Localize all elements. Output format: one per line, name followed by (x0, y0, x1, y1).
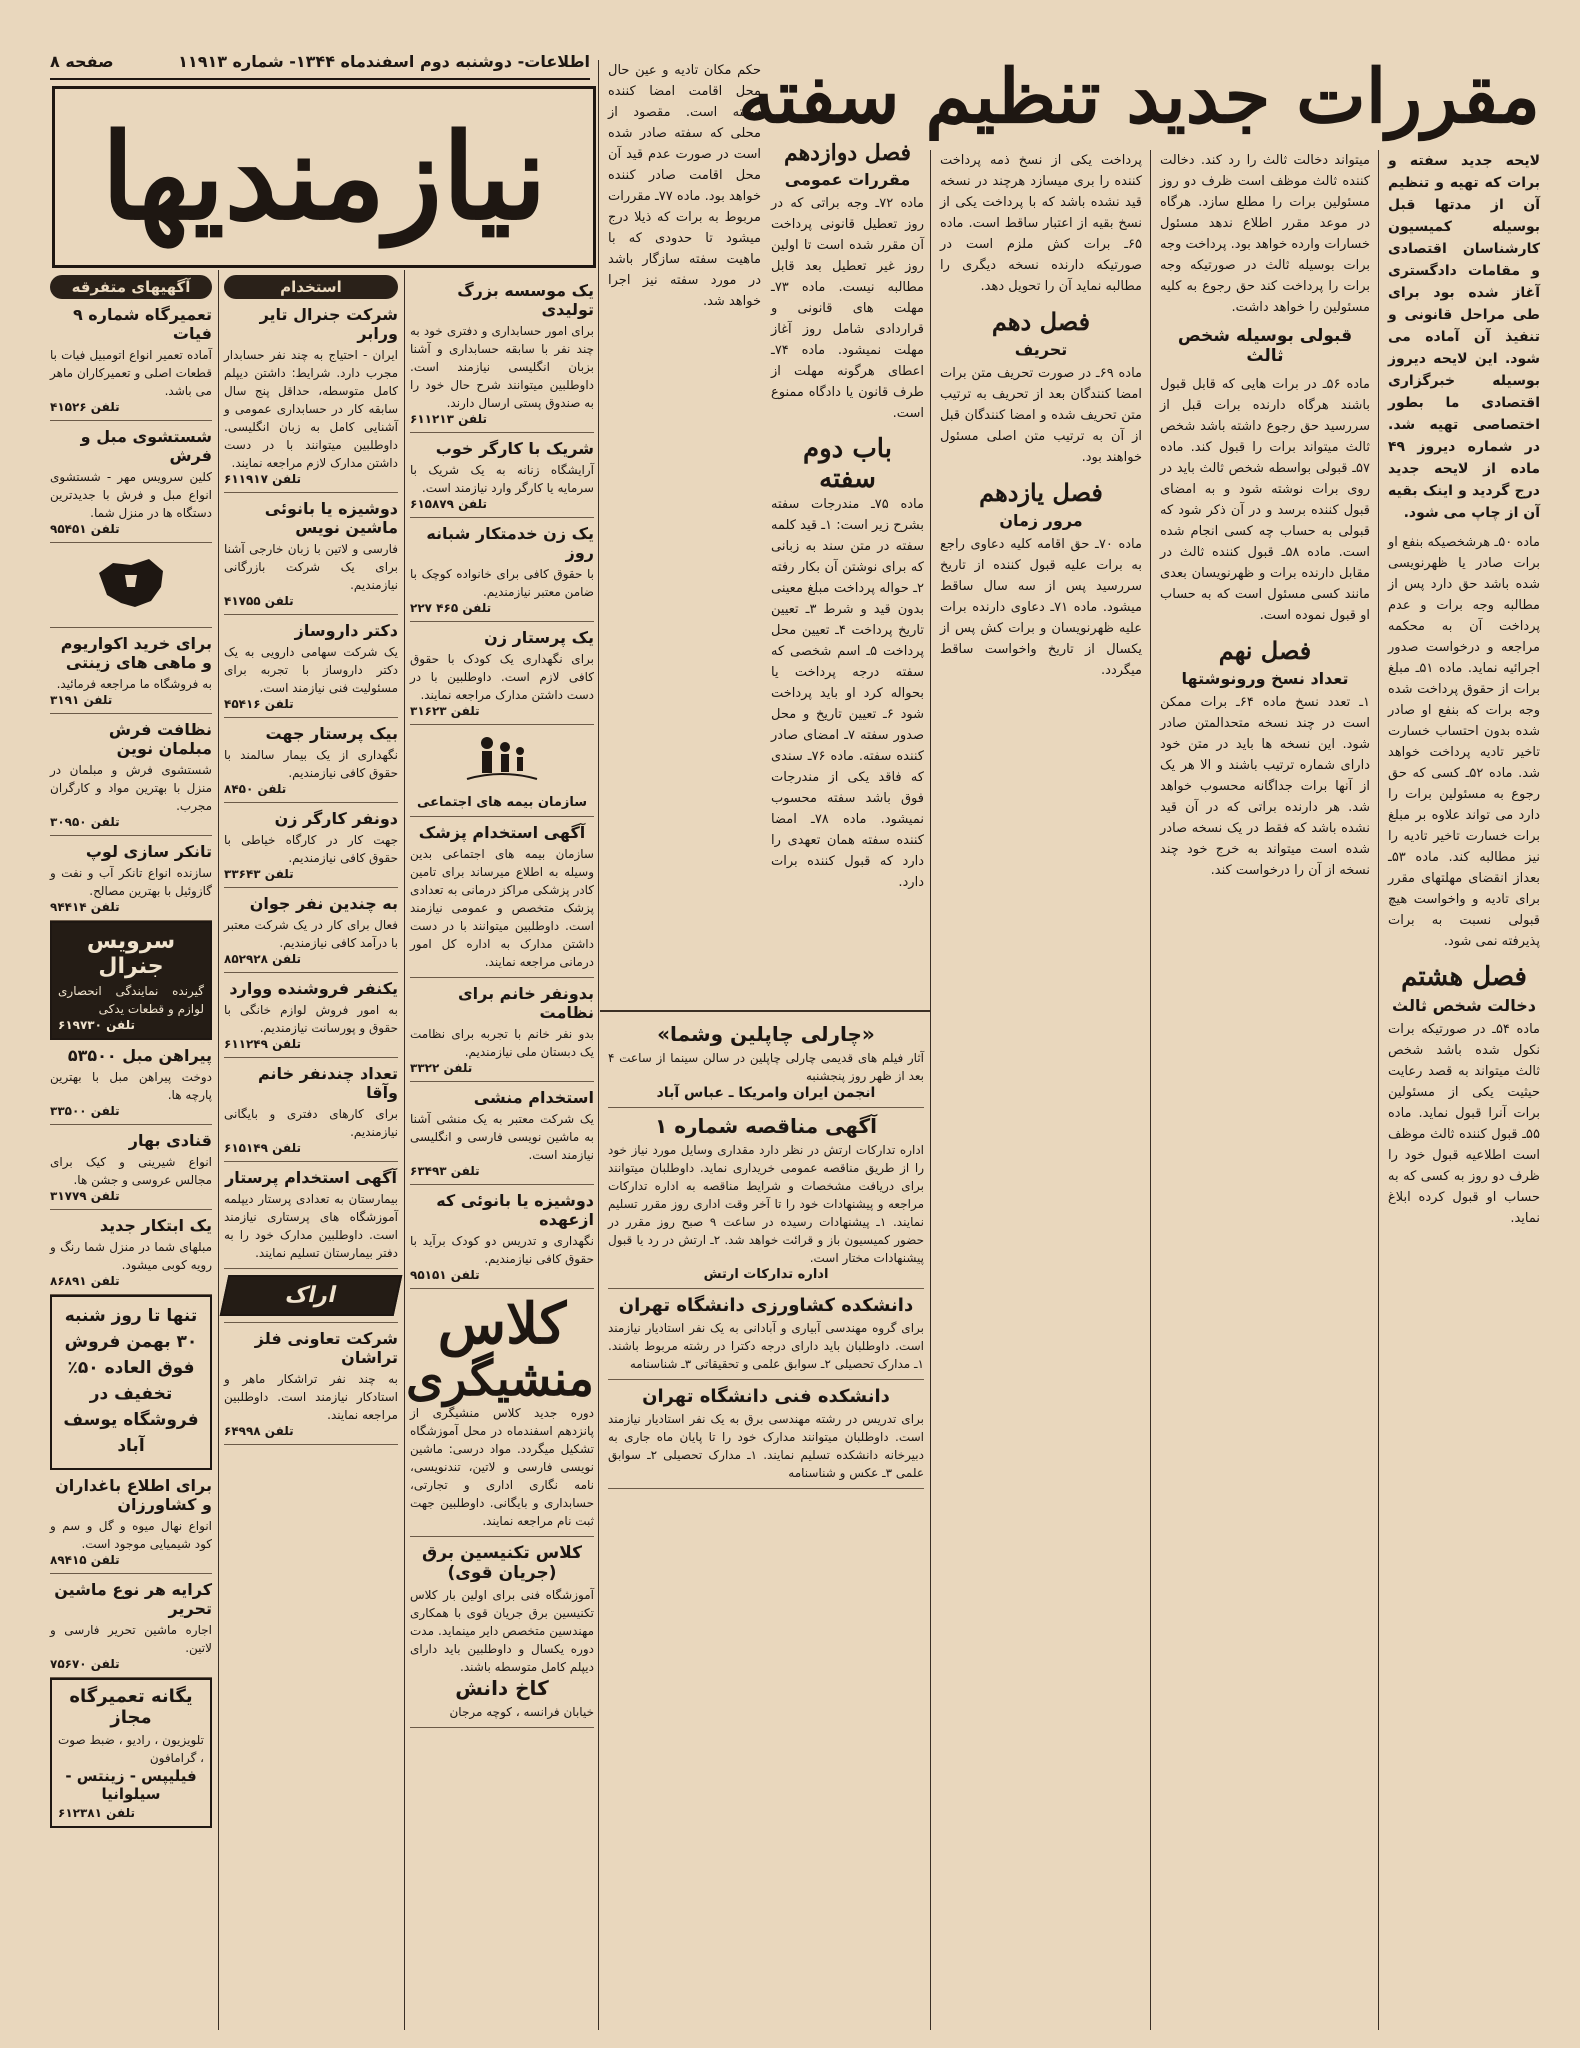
ad-m-7 (50, 1210, 212, 1295)
article-col1-text: ماده ۵۰ـ هرشخصیکه بنفع او برات صادر یا ظهرنویسی شده باشد حق دارد پس از مطالبه وجه برات و عدم پرداخت آن به محکمه مراجعه و درخواست صدور اجرائیه نماید. ماده ۵۱ـ مبلغ برات از حقوق پرداخت شده وجه برات که بنفع او صادر شده بدون احتساب خسارت تاخیر تادیه پرداخت خواهد شد. ماده ۵۲ـ کسی که حق رجوع به مسئولین برات را دارد می تواند علاوه بر مبلغ برات خسارت تاخیر تادیه را نیز مطالبه کند. ماده ۵۳ـ بعداز انقضای مهلتهای مقرر برای تادیه و واخواست هیچ قبولی نسبت به برات پذیرفته نمی شود. (1388, 535, 1540, 949)
ad-m-6-title: قنادی بهار (128, 1131, 212, 1150)
ad-r2-2-text: یک شرکت معتبر به یک منشی آشنا به ماشین نویسی فارسی و انگلیسی نیازمند است. (410, 1112, 594, 1162)
ad-m-8-title: برای اطلاع باغداران و کشاورزان (55, 1476, 212, 1514)
charlie-sub: انجمن ایران وامریکا ـ عباس آباد (656, 1085, 876, 1101)
ad-r-0 (410, 275, 594, 433)
ad-r2-3 (410, 1185, 594, 1289)
ad-l-6-title: یکنفر فروشنده ووارد (229, 979, 398, 998)
ad-l-9-text: به چند نفر تراشکار ماهر و استادکار نیازمند است. داوطلبین مراجعه نمایند. (224, 1372, 398, 1422)
ad-l-3-phone: تلفن ۸۴۵۰ (224, 782, 287, 796)
philips-phone: تلفن ۶۱۲۳۸۱ (58, 1806, 135, 1820)
article-col2c-text: ۱ـ تعدد نسخ ماده ۶۴ـ برات ممکن است در چند نسخه متحدالمتن صادر شود. این نسخه ها باید در متن خود دارای شماره ترتیب باشند و الا هر یک از آنها برات جداگانه محسوب خواهد شد. هر دارنده براتی که در آن قید نشده باشد که فقط در یک نسخه صادر شده است میتواند به خرج خود چند نسخه از آن را درخواست کند. (1160, 695, 1370, 878)
ad-l-6 (224, 973, 398, 1058)
technician-addr: خیابان فرانسه ، کوچه مرجان (449, 1705, 594, 1720)
ad-m-3-phone: تلفن ۳۰۹۵۰ (50, 815, 120, 829)
ad-m-6 (50, 1125, 212, 1210)
ad-l-0-phone: تلفن ۶۱۱۹۱۷ (224, 472, 301, 486)
ad-r-3 (410, 622, 594, 725)
ad-l-9-phone: تلفن ۶۴۹۹۸ (224, 1424, 294, 1438)
general-service-box (50, 921, 212, 1040)
tender-text: اداره تدارکات ارتش در نظر دارد مقداری وسایل مورد نیاز خود را از طریق مناقصه عمومی خریداری نماید. داوطلبان میتوانند برای دریافت مشخصات و شرایط مناقصه به اداره تدارکات مراجعه و پیشنهادات خود را تا آخر وقت اداری روز مقرر تسلیم نمایند. ۱ـ پیشنهادات رسیده در ساعت ۹ صبح روز مقرر در حضور کمیسیون باز و قرائت خواهد شد. ۲ـ ارتش در رد یا قبول پیشنهادات مختار است. (608, 1143, 925, 1265)
ad-l-2 (224, 615, 398, 718)
ad-m-4-phone: تلفن ۹۴۴۱۴ (50, 900, 120, 914)
chapter-11-sub: مرور زمان (999, 511, 1083, 530)
ad-l-4-text: جهت کار در کارگاه خیاطی با حقوق کافی نیازمندیم. (224, 833, 398, 865)
ad-l-2-phone: تلفن ۴۵۴۱۶ (224, 697, 294, 711)
ad-r-2-title: یک زن خدمتکار شبانه روز (426, 524, 594, 562)
map-icon-block (50, 543, 212, 628)
main-headline: مقررات جدید تنظیم سفته (738, 54, 1540, 140)
ad-l-8-text: بیمارستان به تعدادی پرستار دیپلمه آموزشگاه های پرستاری نیازمند است. داوطلبین مدارک خود را به دفتر بیمارستان تسلیم نمایند. (224, 1192, 398, 1260)
article-col2a-text: میتواند دخالت ثالث را رد کند. دخالت کننده ثالث موظف است ظرف دو روز مسئولین برات را مطلع سازد. هرگاه در موعد مقرر اطلاع ندهد مسئول خسارات وارده خواهد بود. پرداخت وجه برات بوسیله ثالث در صورتیکه وجه برات را پرداخت کند حق رجوع به کلیه مسئولین را خواهد داشت. (1160, 153, 1370, 315)
ad-l-8 (224, 1162, 398, 1269)
article-col3b-text: ماده ۶۹ـ در صورت تحریف متن برات امضا کنندگان بعد از تحریف به ترتیب متن تحریف شده و امضا کنندگان قبل از آن به ترتیب متن اصلی مسئول خواهند بود. (940, 366, 1142, 465)
ad-l-3-title: بیک پرستار جهت (265, 724, 398, 743)
ad-l-3-text: نگهداری از یک بیمار سالمند با حقوق کافی نیازمندیم. (224, 748, 398, 780)
ad-r2-1 (410, 978, 594, 1082)
section-title-box (52, 86, 596, 268)
rule-1 (1378, 150, 1379, 2030)
tech-uni-text: برای تدریس در رشته مهندسی برق به یک نفر استادیار نیازمند است. داوطلبان میتوانند مدارک خود را تا پایان ماه جاری به دبیرخانه دانشکده تسلیم نمایند. ۱ـ مدارک تحصیلی ۲ـ سوابق علمی ۳ـ عکس و شناسنامه (608, 1412, 924, 1480)
article-col2b-text: ماده ۵۶ـ در برات هایی که قابل قبول باشند هرگاه دارنده برات قبل از سررسید حق رجوع داشته باشد شخص ثالث میتواند برات را قبول کند. ماده ۵۷ـ قبولی بواسطه شخص ثالث باید در روی برات نوشته شود و به امضای قبول کننده برسد و در آن ذکر شود که قبولی به حساب چه کسی انجام شده است. ماده ۵۸ـ قبول کننده ثالث در مقابل دارنده برات و ظهرنویسان بعدی مانند کسی مسئول است که به حساب او قبول نموده است. (1160, 377, 1370, 623)
ad-l-3 (224, 718, 398, 803)
class-text: دوره جدید کلاس منشیگری از پانزدهم اسفندماه در محل آموزشگاه تشکیل میگردد. مواد درسی: ماشین نویسی فارسی و لاتین، تندنویسی، نامه نگاری اداری و تجارتی، حسابداری و بایگانی. داوطلبین جهت ثبت نام مراجعه نمایند. (410, 1406, 594, 1529)
article-col-2 (1160, 150, 1370, 2030)
ad-l-8-title: آگهی استخدام پرستار (225, 1168, 397, 1187)
philips-line1: یگانه تعمیرگاه مجاز (69, 1686, 193, 1728)
ad-r-2-text: با حقوق کافی برای خانواده کوچک با ضامن معتبر نیازمندیم. (410, 567, 594, 599)
ad-m-1 (50, 421, 212, 543)
article-intro: لایحه جدید سفته و برات که تهیه و تنظیم آن از مدتها قبل بوسیله کمیسیون کارشناسان اقتصادی و مقامات دادگستری آغاز شده بود برای طی مراحل قانونی و تنفیذ آن آماده می شود. این لایحه دیروز بوسیله خبرگزاری اقتصادی ما بطور اختصاصی تهیه شد. در شماره دیروز ۴۹ ماده از لایحه جدید درج گردید و اینک بقیه آن از چاپ می شود. (1388, 153, 1540, 521)
ad-r-1-phone: تلفن ۶۱۵۸۷۹ (410, 497, 487, 511)
philips-box (50, 1678, 212, 1828)
ad-l-5-text: فعال برای کار در یک شرکت معتبر با درآمد کافی نیازمندیم. (224, 918, 398, 950)
technician-title: کلاس تکنیسین برق (جریان قوی) (422, 1543, 582, 1584)
ad-m-9-phone: تلفن ۷۵۶۷۰ (50, 1657, 120, 1671)
ad-l-5-title: به چندین نفر جوان (249, 894, 398, 913)
lower-center-ads (608, 1016, 924, 2026)
article-col3c-text: ماده ۷۰ـ حق اقامه کلیه دعاوی راجع به برات علیه قبول کننده از تاریخ سررسید پس از سه سال ساقط میشود. ماده ۷۱ـ دعاوی دارنده برات علیه ظهرنویسان و برات کش پس از یکسال از تاریخ واخواست ساقط میگردد. (940, 537, 1142, 678)
ad-l-4-phone: تلفن ۳۳۶۴۳ (224, 867, 294, 881)
ad-r-2-phone: تلفن ۴۶۵ ۲۲۷ (410, 601, 492, 615)
technician-text: آموزشگاه فنی برای اولین بار کلاس تکنیسین برق جریان قوی با همکاری مهندسین متخصص دایر مینماید. مدت دوره یکسال و داوطلبین باید دارای دیپلم کامل متوسطه باشند. (410, 1588, 594, 1675)
ad-m-5 (50, 1040, 212, 1125)
ad-l-6-phone: تلفن ۶۱۱۲۴۹ (224, 1037, 301, 1051)
family-logo-icon (457, 731, 547, 791)
ad-r-0-title: یک موسسه بزرگ تولیدی (457, 281, 594, 319)
ad-l-4-title: دونفر کارگر زن (274, 809, 398, 828)
charlie-text: آثار فیلم های قدیمی چارلی چاپلین در سالن سینما از ساعت ۴ بعد از ظهر روز پنجشنبه (608, 1051, 924, 1083)
issue-line: اطلاعات- دوشنبه دوم اسفندماه ۱۳۴۴- شماره ۱۱۹۱۳ (178, 52, 590, 71)
article-col-3 (940, 150, 1142, 2030)
ad-r-3-title: یک پرستار زن (484, 628, 594, 647)
general-service-phone: تلفن ۶۱۹۷۳۰ (58, 1018, 135, 1032)
ad-m-3-title: نظافت فرش مبلمان نوین (108, 720, 212, 758)
tech-uni-title: دانشکده فنی دانشگاه تهران (642, 1386, 890, 1407)
ad-m-8 (50, 1470, 212, 1574)
tender-ad (608, 1108, 924, 1289)
article-col4c-text: ماده ۷۵ـ مندرجات سفته بشرح زیر است: ۱ـ قید کلمه سفته در متن سند به زبانی که برای نوشتن آن بکار رفته ۲ـ حواله پرداخت مبلغ معینی بدون قید و شرط ۳ـ تعیین تاریخ پرداخت ۴ـ تعیین محل پرداخت ۵ـ اسم شخصی که سفته درجه پرداخت یا بحواله کرد او باید پرداخت شود ۶ـ تعیین تاریخ و محل صدور سفته ۷ـ امضای صادر کننده سفته. ماده ۷۶ـ سندی که فاقد یکی از مندرجات فوق باشد سفته محسوب نمیشود. ماده ۷۸ـ امضا کننده سفته همان تعهدی را دارد که قبول کننده برات دارد. (771, 497, 925, 890)
article-col-4 (608, 60, 924, 1005)
ad-l-4 (224, 803, 398, 888)
rule-article-bottom (600, 1010, 930, 1012)
ad-m-3 (50, 714, 212, 836)
ad-r2-2-phone: تلفن ۶۳۴۹۳ (410, 1164, 480, 1178)
ad-m-1-title: شستشوی مبل و فرش (80, 427, 212, 465)
ad-l-9-title: شرکت تعاونی فلز تراشان (254, 1329, 398, 1367)
ad-l-9 (224, 1323, 398, 1445)
ad-m-2 (50, 628, 212, 714)
ad-r-1 (410, 433, 594, 518)
chapter-12-sub: مقررات عمومی (784, 170, 911, 189)
ad-m-0 (50, 299, 212, 421)
ad-r2-0-title: آگهی استخدام پزشک (418, 823, 586, 842)
ad-l-0-title: شرکت جنرال تایر ورابر (259, 305, 398, 343)
ad-m-5-phone: تلفن ۳۳۵۰۰ (50, 1104, 120, 1118)
ad-m-8-phone: تلفن ۸۹۴۱۵ (50, 1553, 120, 1567)
sale-box (50, 1295, 212, 1470)
ad-l-6-text: به امور فروش لوازم خانگی با حقوق و پورسانت نیازمندیم. (224, 1003, 398, 1035)
ad-l-0-text: ایران - احتیاج به چند نفر حسابدار مجرب دارد. شرایط: داشتن دیپلم کامل متوسطه، حداقل پنج سال سابقه کار در حسابداری عمومی و آشنایی کامل به زبان انگلیسی. داوطلبین میتوانند با در دست داشتن مدارک لازم مراجعه نمایند. (224, 348, 398, 470)
ad-m-5-text: دوخت پیراهن مبل با بهترین پارچه ها. (50, 1070, 212, 1102)
sale-text: تنها تا روز شنبه ۳۰ بهمن فروش فوق العاده ۵۰٪ تخفیف در فروشگاه یوسف آباد (63, 1306, 199, 1456)
ad-l-5-phone: تلفن ۸۵۲۹۲۸ (224, 952, 301, 966)
ad-m-5-title: پیراهن مبل ۵۳۵۰۰ (67, 1046, 212, 1065)
ad-m-2-text: به فروشگاه ما مراجعه فرمائید. (56, 677, 212, 691)
ad-m-6-phone: تلفن ۳۱۷۷۹ (50, 1189, 120, 1203)
class-title-1: کلاس (437, 1291, 567, 1357)
part-2-sub: سفته (819, 464, 876, 494)
ad-m-7-title: یک ابتکار جدید (99, 1216, 212, 1235)
ad-l-2-title: دکتر داروساز (294, 621, 398, 640)
iran-map-icon (91, 553, 171, 613)
org-logo-block (410, 725, 594, 817)
job-category-header: استخدام (224, 275, 398, 299)
ad-r2-3-phone: تلفن ۹۵۱۵۱ (410, 1268, 480, 1282)
folio-line (50, 52, 590, 80)
agri-title: دانشکده کشاورزی دانشگاه تهران (618, 1295, 914, 1316)
ad-m-4-title: تانکر سازی لوپ (85, 842, 212, 861)
ad-l-1-title: دوشیزه یا بانوئی ماشین نویس (264, 499, 398, 537)
ad-m-7-text: مبلهای شما در منزل شما رنگ و رویه کوبی میشود. (50, 1240, 212, 1272)
accept-third-title: قبولی بوسیله شخص ثالث (1177, 326, 1353, 366)
charlie-title: «چارلی چاپلین وشما» (657, 1022, 875, 1046)
ad-l-2-text: یک شرکت سهامی دارویی به یک دکتر داروساز با تجربه برای مسئولیت فنی نیازمند است. (224, 645, 398, 695)
rule-4 (598, 60, 599, 2030)
chapter-9-title: فصل نهم (1218, 636, 1312, 665)
ad-l-1-phone: تلفن ۴۱۷۵۵ (224, 594, 294, 608)
philips-line2: تلویزیون ، رادیو ، ضبط صوت ، گرامافون (58, 1733, 204, 1765)
rule-6 (218, 270, 219, 2030)
ad-m-8-text: انواع نهال میوه و گل و سم و کود شیمیایی موجود است. (50, 1519, 212, 1551)
ad-l-7-title: تعداد چندنفر خانم وآقا (258, 1064, 398, 1102)
tender-sig: اداره تدارکات ارتش (703, 1267, 829, 1282)
ad-m-0-title: تعمیرگاه شماره ۹ فیات (72, 305, 212, 343)
ad-m-9-text: اجاره ماشین تحریر فارسی و لاتین. (50, 1623, 212, 1655)
technician-ad (410, 1537, 594, 1728)
ad-r2-0-text: سازمان بیمه های اجتماعی بدین وسیله به اطلاع میرساند برای تامین کادر پزشکی مراکز درمانی به تعدادی پزشک متخصص و عمومی نیازمند است. داوطلبین میتوانند با در دست داشتن مدارک به اداره کل امور درمانی مراجعه نمایند. (410, 847, 594, 969)
ad-l-1 (224, 493, 398, 615)
ad-r2-1-title: بدونفر خانم برای نظامت (457, 984, 594, 1022)
ad-m-2-title: برای خرید اکواریوم و ماهی های زینتی (60, 634, 212, 672)
org-logo-text: سازمان بیمه های اجتماعی (416, 795, 588, 810)
ad-m-4-text: سازنده انواع تانکر آب و نفت و گازوئیل با بهترین مصالح. (50, 866, 212, 898)
chapter-10-sub: تحریف (1014, 340, 1068, 359)
agri-text: برای گروه مهندسی آبیاری و آبادانی به یک نفر استادیار نیازمند است. داوطلبان باید دارای درجه دکترا در رشته مربوط باشند. ۱ـ مدارک تحصیلی ۲ـ سوابق علمی و تحقیقاتی ۳ـ شناسنامه (608, 1321, 924, 1371)
ad-r-1-text: آرایشگاه زنانه به یک شریک با سرمایه یا کارگر وارد نیازمند است. (410, 463, 594, 495)
ad-r2-1-text: بدو نفر خانم با تجربه برای نظامت یک دبستان ملی نیازمندیم. (410, 1027, 594, 1059)
ad-l-0 (224, 299, 398, 493)
class-title-2: منشیگری (405, 1350, 594, 1407)
ad-m-1-text: کلین سرویس مهر - شستشوی انواع مبل و فرش با جدیدترین دستگاه ها در منزل شما. (50, 470, 212, 520)
rule-3 (930, 150, 931, 2030)
part-2-title: باب دوم (803, 434, 892, 464)
ad-r-3-text: برای نگهداری یک کودک با حقوق کافی لازم است. داوطلبین با در دست داشتن مدارک مراجعه نمایند. (410, 652, 594, 702)
arak-logo-block (224, 1269, 398, 1323)
ads-col-b (224, 275, 398, 2025)
technician-name: کاخ دانش (455, 1676, 549, 1701)
arak-logo: اراک (220, 1275, 403, 1316)
page-label: صفحه ۸ (50, 52, 114, 71)
ad-m-9 (50, 1574, 212, 1678)
chapter-9-sub: تعداد نسخ ورونوشتها (1181, 669, 1349, 688)
article-col4b-text: ماده ۷۲ـ وجه براتی که در روز تعطیل قانونی پرداخت آن مقرر شده است تا اولین روز غیر تعطیل بعد قابل مطالبه نیست. ماده ۷۳ـ مهلت های قانونی و قراردادی شامل روز آغاز مهلت نمیشود. ماده ۷۴ـ اعطای هرگونه مهلت از طرف قانون یا دادگاه ممنوع است. (771, 196, 924, 421)
agri-ad (608, 1289, 924, 1380)
charlie-ad (608, 1016, 924, 1108)
chapter-8-title: فصل هشتم (1401, 962, 1527, 992)
ad-l-7 (224, 1058, 398, 1162)
ad-m-3-text: شستشوی فرش و مبلمان در منزل با بهترین مواد و کارگران مجرب. (50, 763, 212, 813)
article-col3a-text: پرداخت یکی از نسخ ذمه پرداخت کننده را بری میسازد هرچند در نسخه قید نشده باشد که با پرداخت یکی از نسخ بقیه از اعتبار ساقط است. ماده ۶۵ـ برات کش ملزم است در صورتیکه دارنده نسخه دیگری را مطالبه نماید آن را تحویل دهد. (940, 153, 1142, 294)
ad-m-2-phone: تلفن ۳۱۹۱ (50, 693, 113, 707)
chapter-11-title: فصل یازدهم (979, 478, 1103, 507)
ad-r-3-phone: تلفن ۳۱۶۲۳ (410, 704, 480, 718)
general-service-title: سرویس جنرال (86, 929, 176, 979)
ad-l-7-phone: تلفن ۶۱۵۱۴۹ (224, 1141, 301, 1155)
ad-l-1-text: فارسی و لاتین با زبان خارجی آشنا برای یک شرکت بازرگانی نیازمندیم. (224, 542, 398, 592)
ad-r-2 (410, 518, 594, 622)
ad-r2-3-title: دوشیزه یا بانوئی که ازعهده (436, 1191, 594, 1229)
chapter-8-sub: دخالت شخص ثالث (1392, 996, 1536, 1015)
ad-r2-0 (410, 817, 594, 978)
rule-5 (404, 270, 405, 2030)
ad-r-1-title: شریک با کارگر خوب (435, 439, 594, 458)
ad-r2-2-title: استخدام منشی (473, 1088, 594, 1107)
ad-l-7-text: برای کارهای دفتری و بایگانی نیازمندیم. (224, 1107, 398, 1139)
tech-uni-ad (608, 1380, 924, 1489)
ad-m-7-phone: تلفن ۸۶۸۹۱ (50, 1274, 120, 1288)
ad-r2-3-text: نگهداری و تدریس دو کودک برآید با حقوق کافی نیازمندیم. (410, 1234, 594, 1266)
ad-m-1-phone: تلفن ۹۵۴۵۱ (50, 522, 120, 536)
article-col-1 (1388, 150, 1540, 2030)
chapter-12-title: فصل دوازدهم (783, 140, 912, 166)
misc-category-header: آگهیهای متفرقه (50, 275, 212, 299)
ads-col-c (50, 275, 212, 2025)
ad-m-9-title: کرایه هر نوع ماشین تحریر (54, 1580, 212, 1618)
ad-r2-1-phone: تلفن ۳۳۲۲ (410, 1061, 473, 1075)
ad-r2-2 (410, 1082, 594, 1185)
ad-m-6-text: انواع شیرینی و کیک برای مجالس عروسی و جشن ها. (50, 1155, 212, 1187)
ad-r-0-text: برای امور حسابداری و دفتری خود به چند نفر با سابقه حسابداری و آشنا بزبان انگلیسی نیازمند است. داوطلبین میتوانند شرح حال خود را به صندوق پستی ارسال دارند. (410, 324, 594, 410)
general-service-text: گیرنده نمایندگی انحصاری لوازم و قطعات یدکی (58, 984, 204, 1016)
philips-line3: فیلیپس - زینتس - سیلوانیا (65, 1767, 197, 1803)
ad-r-0-phone: تلفن ۶۱۱۲۱۳ (410, 412, 487, 426)
section-title: نیازمندیها (101, 107, 547, 246)
article-col4a-text: حکم مکان تادیه و عین حال محل اقامت امضا کننده سفته است. مقصود از محلی که سفته صادر شده است در صورت عدم قید آن محل اقامت صادر کننده خواهد بود. ماده ۷۷ـ مقررات مربوط به برات که ذیلا درج میشود تا حدودی که با ماهیت سفته سازگار باشد در مورد سفته نیز اجرا خواهد شد. (608, 63, 761, 309)
ad-l-5 (224, 888, 398, 973)
chapter-10-title: فصل دهم (991, 307, 1091, 336)
article-col1b-text: ماده ۵۴ـ در صورتیکه برات نکول شده باشد شخص ثالث میتواند به قصد رعایت حیثیت یکی از مسئولین برات آنرا قبول نماید. ماده ۵۵ـ قبول کننده ثالث موظف است اطلاعیه قبول خود را ظرف دو روز به کسی که به حساب او قبول کرده ابلاغ نماید. (1388, 1022, 1540, 1226)
ad-m-0-phone: تلفن ۴۱۵۲۶ (50, 400, 120, 414)
ads-col-a (405, 275, 594, 2025)
ad-m-0-text: آماده تعمیر انواع اتومبیل فیات با قطعات اصلی و تعمیرکاران ماهر می باشد. (50, 348, 212, 398)
ad-m-4 (50, 836, 212, 921)
rule-2 (1150, 150, 1151, 2030)
class-ad (405, 1289, 594, 1537)
tender-title: آگهی مناقصه شماره ۱ (655, 1114, 877, 1138)
